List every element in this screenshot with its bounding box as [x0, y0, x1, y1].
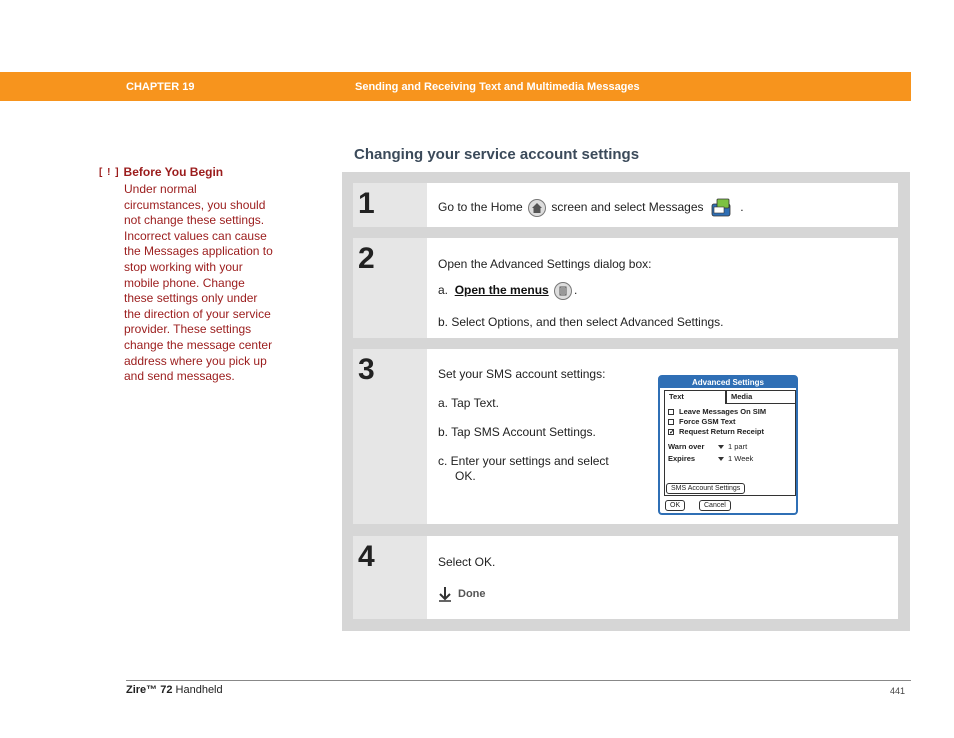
checkbox-checked[interactable]: ✓ — [669, 428, 675, 436]
before-you-begin-note — [99, 165, 274, 385]
step-number: 2 — [358, 242, 375, 275]
step-4 — [353, 536, 898, 619]
step-content — [427, 183, 898, 227]
return-receipt-option[interactable] — [668, 427, 764, 436]
step-text-part: . — [740, 200, 744, 215]
chapter-title: Sending and Receiving Text and Multimedia Messages — [355, 81, 640, 93]
footer-rule — [126, 680, 911, 681]
dropdown-arrow-icon[interactable] — [718, 457, 724, 461]
done-label: Done — [458, 588, 486, 600]
tab-media[interactable]: Media — [726, 390, 796, 404]
done-marker — [438, 586, 486, 602]
substep-c-cont: OK. — [455, 469, 476, 483]
product-name: Handheld — [172, 684, 223, 696]
advanced-settings-dialog — [658, 375, 798, 515]
warn-over-row — [668, 442, 747, 451]
menu-icon — [554, 282, 572, 300]
dialog-tabs — [664, 390, 796, 404]
warn-label: Warn over — [668, 442, 705, 451]
page-number: 441 — [890, 686, 906, 696]
ok-button[interactable]: OK — [665, 500, 685, 511]
step-content — [427, 536, 898, 619]
substep-b: b. Tap SMS Account Settings. — [438, 425, 596, 439]
tab-text[interactable]: Text — [664, 390, 726, 404]
expires-value[interactable]: 1 Week — [728, 454, 754, 463]
step-text — [438, 198, 744, 218]
dialog-title: Advanced Settings — [660, 377, 796, 388]
product-brand: Zire™ 72 — [126, 684, 173, 696]
step-intro: Set your SMS account settings: — [438, 367, 606, 381]
chapter-header-bar — [0, 72, 911, 101]
step-3 — [353, 349, 898, 524]
note-body: Under normal circumstances, you should not change these settings. Incorrect values can cause the Messages application to stop working with your mobile phone. Change these settings only under the direction of your service provider. These settings change the message center address where you pick up and send messages. — [124, 182, 273, 384]
substep-letter: a. — [438, 283, 449, 298]
dropdown-arrow-icon[interactable] — [718, 445, 724, 449]
note-heading: Before You Begin — [123, 165, 224, 179]
cancel-button[interactable]: Cancel — [699, 500, 731, 511]
step-number: 3 — [358, 353, 375, 386]
dialog-body — [664, 404, 796, 496]
step-text-part: screen and select Messages — [551, 200, 704, 215]
checkbox[interactable] — [668, 409, 674, 415]
messages-app-icon — [709, 198, 735, 218]
step-intro: Open the Advanced Settings dialog box: — [438, 257, 652, 271]
warning-icon: [ ! ] — [99, 166, 120, 178]
chapter-label: CHAPTER 19 — [126, 81, 195, 93]
step-number: 1 — [358, 187, 375, 220]
checkbox[interactable] — [668, 419, 674, 425]
steps-panel — [342, 172, 910, 631]
expires-label: Expires — [668, 454, 696, 463]
step-2 — [353, 238, 898, 338]
down-arrow-icon — [438, 586, 452, 602]
section-title: Changing your service account settings — [354, 146, 640, 163]
open-menus-link[interactable]: Open the menus — [454, 283, 549, 298]
sms-account-settings-button[interactable]: SMS Account Settings — [666, 483, 745, 494]
step-content — [427, 349, 898, 524]
step-text-part: . — [574, 283, 578, 298]
footer-product — [126, 684, 223, 696]
substep-a — [438, 282, 577, 300]
option-label: Force GSM Text — [679, 417, 736, 426]
step-content — [427, 238, 898, 338]
option-label: Leave Messages On SIM — [679, 407, 767, 416]
force-gsm-option[interactable] — [668, 417, 736, 426]
step-number: 4 — [358, 540, 375, 573]
option-label: Request Return Receipt — [679, 427, 765, 436]
step-text-part: Go to the Home — [438, 200, 523, 215]
expires-row — [668, 454, 753, 463]
warn-value[interactable]: 1 part — [728, 442, 748, 451]
home-icon — [528, 199, 546, 217]
step-text: Select OK. — [438, 555, 496, 569]
substep-c: c. Enter your settings and select — [438, 454, 609, 468]
step-1 — [353, 183, 898, 227]
substep-a: a. Tap Text. — [438, 396, 499, 410]
leave-on-sim-option[interactable] — [668, 407, 766, 416]
substep-b: b. Select Options, and then select Advanced Settings. — [438, 315, 724, 329]
